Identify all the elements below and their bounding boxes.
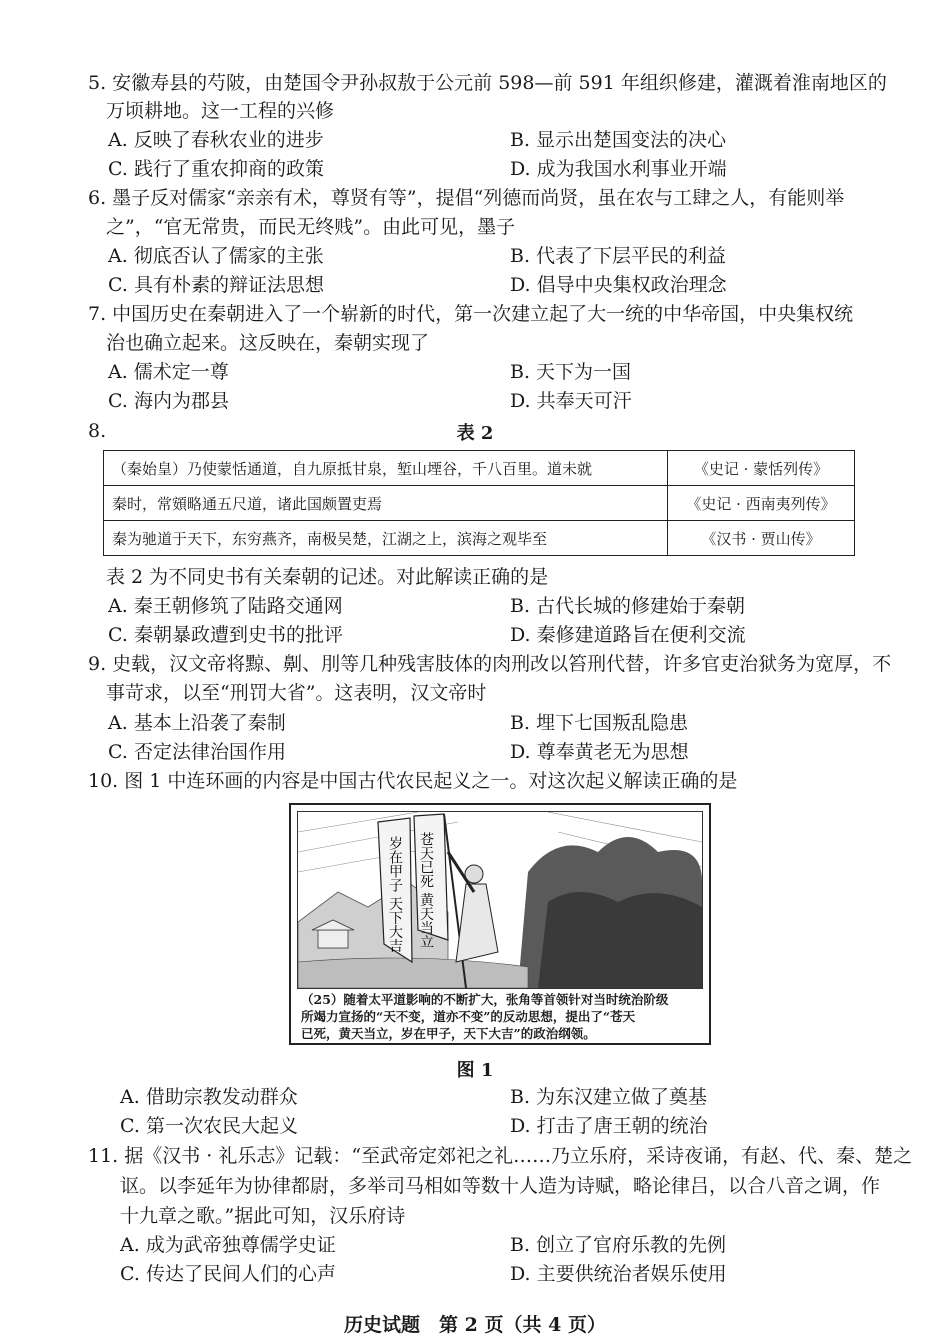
page-footer: 历史试题 第 2 页（共 4 页） (344, 1314, 606, 1336)
q9-stem-line2: 事苛求，以至“刑罚大省”。这表明，汉文帝时 (106, 682, 487, 704)
comic-caption-line3: 已死，黄天当立，岁在甲子，天下大吉”的政治纲领。 (301, 1026, 596, 1041)
q6-option-c: C. 具有朴素的辩证法思想 (108, 274, 324, 296)
q11-stem-line1: 11. 据《汉书 · 礼乐志》记载：“至武帝定郊祀之礼……乃立乐府，采诗夜诵，有赵、代、秦、楚之 (88, 1145, 913, 1167)
q7-option-b: B. 天下为一国 (510, 361, 632, 383)
q9-option-d: D. 尊奉黄老无为思想 (510, 741, 689, 763)
q8-stem: 表 2 为不同史书有关秦朝的记述。对此解读正确的是 (106, 566, 549, 588)
table-title: 表 2 (456, 423, 494, 444)
q10-option-d: D. 打击了唐王朝的统治 (510, 1115, 708, 1137)
uprising-drawing (298, 812, 702, 988)
q5-option-a: A. 反映了春秋农业的进步 (108, 129, 324, 151)
q6-stem-line2: 之”，“官无常贵，而民无终贱”。由此可见，墨子 (106, 216, 516, 238)
q5-option-c: C. 践行了重农抑商的政策 (108, 158, 324, 180)
q9-option-b: B. 埋下七国叛乱隐患 (510, 712, 689, 734)
table-row (104, 486, 855, 521)
q8-number: 8. (88, 420, 107, 442)
q11-option-c: C. 传达了民间人们的心声 (120, 1263, 336, 1285)
table-cell-text: 秦为驰道于天下，东穷燕齐，南极吴楚，江湖之上，滨海之观毕至 (104, 521, 668, 556)
q9-option-a: A. 基本上沿袭了秦制 (108, 712, 286, 734)
q10-stem: 10. 图 1 中连环画的内容是中国古代农民起义之一。对这次起义解读正确的是 (88, 770, 738, 792)
table-cell-source: 《史记 · 西南夷列传》 (668, 486, 855, 521)
q11-stem-line2: 讴。以李延年为协律都尉，多举司马相如等数十人造为诗赋，略论律吕，以合八音之调，作 (120, 1175, 881, 1197)
q8-option-a: A. 秦王朝修筑了陆路交通网 (108, 595, 343, 617)
table-row (104, 521, 855, 556)
q5-stem-line2: 万顷耕地。这一工程的兴修 (106, 100, 335, 122)
comic-caption-text (301, 991, 701, 1042)
table-row (104, 451, 855, 486)
comic-figure (289, 803, 711, 1045)
table-cell-text: 秦时，常頞略通五尺道，诸此国颇置吏焉 (104, 486, 668, 521)
q6-option-b: B. 代表了下层平民的利益 (510, 245, 727, 267)
table-cell-text: （秦始皇）乃使蒙恬通道，自九原抵甘泉，堑山堙谷，千八百里。道未就 (104, 451, 668, 486)
q10-option-c: C. 第一次农民大起义 (120, 1115, 298, 1137)
q5-stem-line1: 5. 安徽寿县的芍陂，由楚国令尹孙叔敖于公元前 598—前 591 年组织修建，灌溉着淮南地区的 (88, 72, 887, 94)
q8-option-c: C. 秦朝暴政遭到史书的批评 (108, 624, 343, 646)
q9-option-c: C. 否定法律治国作用 (108, 741, 286, 763)
q7-stem-line2: 治也确立起来。这反映在，秦朝实现了 (106, 332, 430, 354)
q11-option-a: A. 成为武帝独尊儒学史证 (120, 1234, 336, 1256)
q11-stem-line3: 十九章之歌。”据此可知，汉乐府诗 (120, 1205, 406, 1227)
q8-option-d: D. 秦修建道路旨在便利交流 (510, 624, 746, 646)
q10-option-b: B. 为东汉建立做了奠基 (510, 1086, 708, 1108)
comic-caption-line1: （25）随着太平道影响的不断扩大，张角等首领针对当时统治阶级 (301, 992, 669, 1007)
q8-option-b: B. 古代长城的修建始于秦朝 (510, 595, 746, 617)
q11-option-d: D. 主要供统治者娱乐使用 (510, 1263, 727, 1285)
q6-stem-line1: 6. 墨子反对儒家“亲亲有术，尊贤有等”，提倡“列德而尚贤，虽在农与工肆之人，有能则举 (88, 187, 845, 209)
q7-stem-line1: 7. 中国历史在秦朝进入了一个崭新的时代，第一次建立起了大一统的中华帝国，中央集权统 (88, 303, 854, 325)
q5-option-d: D. 成为我国水利事业开端 (510, 158, 727, 180)
figure-caption: 图 1 (456, 1060, 494, 1081)
q6-option-a: A. 彻底否认了儒家的主张 (108, 245, 324, 267)
source-table (103, 450, 855, 556)
q9-stem-line1: 9. 史载，汉文帝将黥、劓、刖等几种残害肢体的肉刑改以笞刑代替，许多官吏治狱务为宽厚，不 (88, 653, 892, 675)
table-cell-source: 《史记 · 蒙恬列传》 (668, 451, 855, 486)
q10-option-a: A. 借助宗教发动群众 (120, 1086, 298, 1108)
q7-option-c: C. 海内为郡县 (108, 390, 229, 412)
q11-option-b: B. 创立了官府乐教的先例 (510, 1234, 727, 1256)
table-cell-source: 《汉书 · 贾山传》 (668, 521, 855, 556)
q7-option-a: A. 儒术定一尊 (108, 361, 229, 383)
banner-text-left: 岁在甲子 天下大吉 (387, 836, 403, 953)
banner-text-right: 苍天已死 黄天当立 (418, 832, 434, 949)
q7-option-d: D. 共奉天可汗 (510, 390, 632, 412)
q6-option-d: D. 倡导中央集权政治理念 (510, 274, 727, 296)
comic-caption-line2: 所竭力宣扬的“天不变，道亦不变”的反动思想，提出了“苍天 (301, 1009, 636, 1024)
comic-illustration (297, 811, 703, 989)
q5-option-b: B. 显示出楚国变法的决心 (510, 129, 727, 151)
